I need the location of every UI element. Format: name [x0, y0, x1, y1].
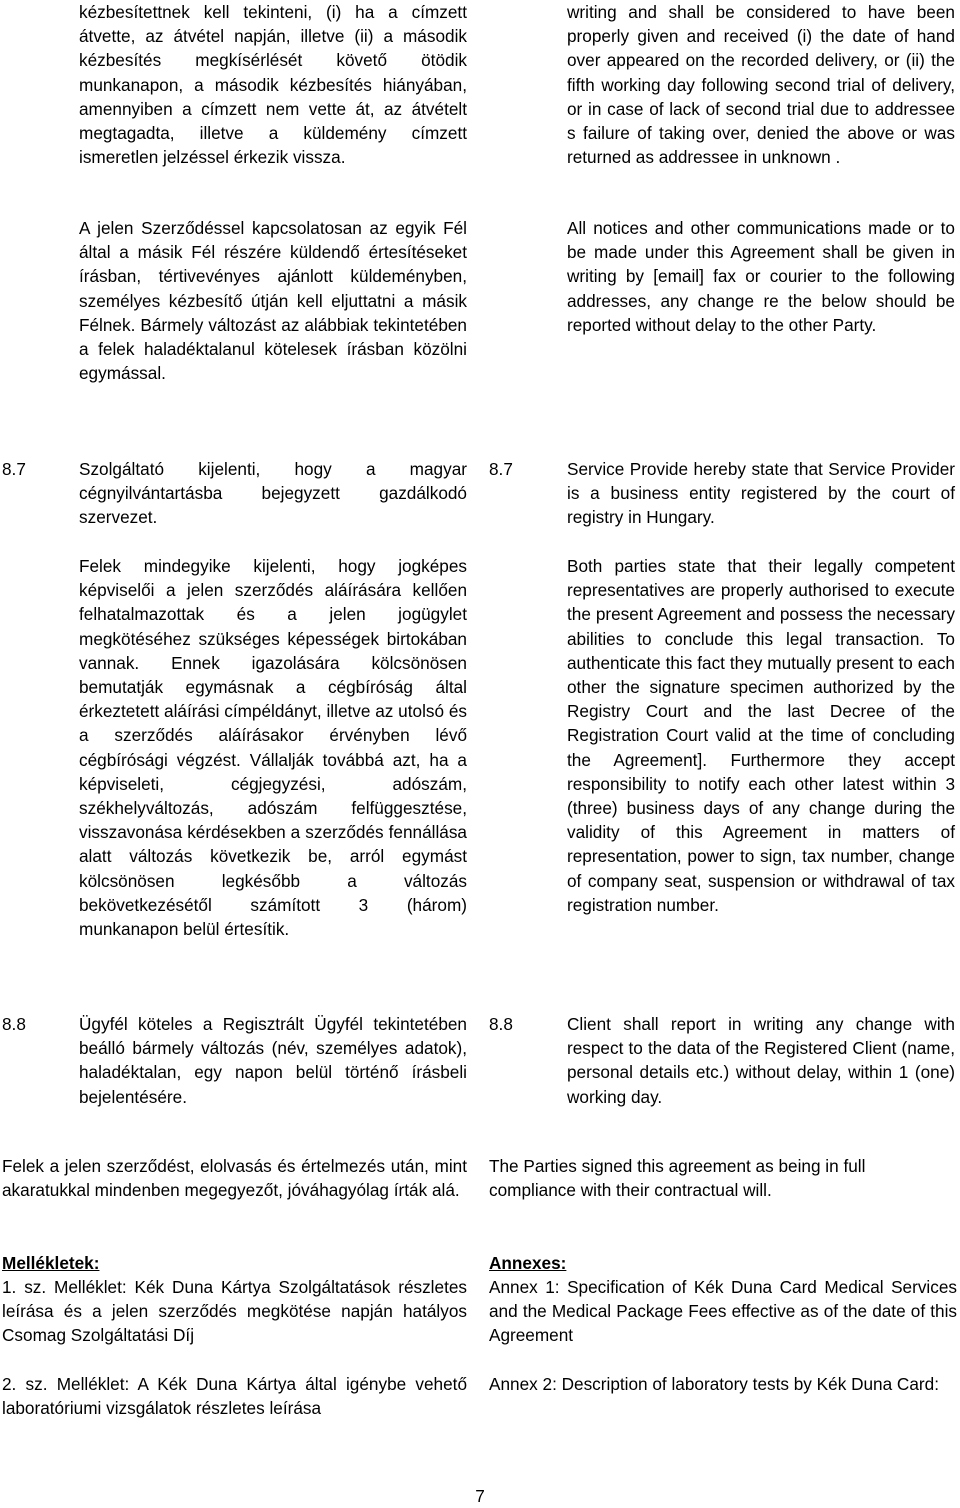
en-client-report-paragraph: Client shall report in writing any change with respect to the data of the Registered Client (name, personal details etc.) without delay, within 1 (one) working day. [567, 1014, 955, 1107]
hu-annexes-heading-text: Mellékletek: [2, 1253, 100, 1273]
en-annexes-heading [489, 1251, 566, 1275]
en-closing-statement: The Parties signed this agreement as being in full compliance with their contractual will. [489, 1156, 866, 1201]
en-representatives-paragraph: Both parties state that their legally competent representatives are properly authorised to execute the present Agreement and possess the necessary abilities to conclude this legal transaction. To authenticate this fact they mutually present to each other the signature specimen authorized by the Registry Court and the last Decree of the Registration Court valid at the time of concluding the Agreement]. Furthermore they accept responsibility to notify each other latest within 3 (three) business days of any change during the validity of this Agreement in matters of representation, power to sign, tax number, change of company seat, suspension or withdrawal of tax registration number. [567, 556, 955, 915]
hu-notice-communications-paragraph: A jelen Szerződéssel kapcsolatosan az egyik Fél által a másik Fél részére küldendő értesítéseket írásban, tértivevényes ajánlott küldeményben, személyes kézbesítő útján kell eljuttatni a másik Félnek. Bármely változást az alábbiak tekintetében a felek haladéktalanul kötelesek írásban közölni egymással. [79, 218, 467, 384]
hu-annex-2: 2. sz. Melléklet: A Kék Duna Kártya által igénybe vehető laboratóriumi vizsgálatok részletes leírása [2, 1374, 467, 1419]
hu-notice-delivery-paragraph: kézbesítettnek kell tekinteni, (i) ha a címzett átvette, az átvétel napján, illetve (ii) a második kézbesítés megkísérlését követő ötödik munkanapon, a második kézbesítés hiányában, amennyiben a címzett nem vette át, az átvételt megtagadta, illetve a küldemény címzett ismeretlen jelzéssel érkezik vissza. [79, 2, 467, 168]
section-number-en-8-8: 8.8 [489, 1014, 513, 1034]
en-annexes-heading-text: Annexes: [489, 1253, 567, 1273]
hu-annex-1: 1. sz. Melléklet: Kék Duna Kártya Szolgáltatások részletes leírása és a jelen szerződés megkötése napján hatályos Csomag Szolgáltatási Díj [2, 1277, 467, 1346]
section-number-hu-8-8: 8.8 [2, 1014, 26, 1034]
hu-closing-statement: Felek a jelen szerződést, elolvasás és értelmezés után, mint akaratukkal mindenben megegyezőt, jóváhagyólag írták alá. [2, 1156, 467, 1201]
hu-annexes-heading [2, 1251, 99, 1275]
en-annex-2: Annex 2: Description of laboratory tests by Kék Duna Card: [489, 1374, 939, 1394]
section-number-en-8-7: 8.7 [489, 459, 513, 479]
en-notice-communications-paragraph: All notices and other communications made or to be made under this Agreement shall be given in writing by [email] fax or courier to the following addresses, any change re the below should be reported without delay to the other Party. [567, 218, 955, 335]
section-number-hu-8-7: 8.7 [2, 459, 26, 479]
en-annex-1: Annex 1: Specification of Kék Duna Card Medical Services and the Medical Package Fees effective as of the date of this Agreement [489, 1277, 957, 1346]
page-number: 7 [475, 1486, 485, 1506]
en-service-provider-statement: Service Provide hereby state that Service Provider is a business entity registered by the court of registry in Hungary. [567, 459, 955, 528]
hu-client-report-paragraph: Ügyfél köteles a Regisztrált Ügyfél tekintetében beálló bármely változás (név, személyes adatok), haladéktalan, egy napon belül történő írásbeli bejelentésére. [79, 1014, 467, 1107]
en-notice-delivery-paragraph: writing and shall be considered to have been properly given and received (i) the date of hand over appeared on the recorded delivery, or (ii) the fifth working day following second trial of delivery, or in case of lack of second trial due to addressee s failure of taking over, denied the above or was returned as addressee in unknown . [567, 2, 955, 168]
hu-representatives-paragraph: Felek mindegyike kijelenti, hogy jogképes képviselői a jelen szerződés aláírására kellően felhatalmazottak és a jelen jogügylet megkötéséhez szükséges képességek birtokában vannak. Ennek igazolására kölcsönösen bemutatják egymásnak a cégbíróság által érkeztetett aláírási címpéldányt, illetve az utolsó és a szerződés aláírásakor érvényben lévő cégbírósági végzést. Vállalják továbbá azt, ha a képviseleti, cégjegyzési, adószám, székhelyváltozás, adószám felfüggesztése, visszavonása kérdésekben a szerződés fennállása alatt változás következik be, arról egymást kölcsönösen legkésőbb a változás bekövetkezésétől számított 3 (három) munkanapon belül értesítik. [79, 556, 467, 940]
hu-service-provider-statement: Szolgáltató kijelenti, hogy a magyar cégnyilvántartásba bejegyzett gazdálkodó szervezet. [79, 459, 467, 528]
